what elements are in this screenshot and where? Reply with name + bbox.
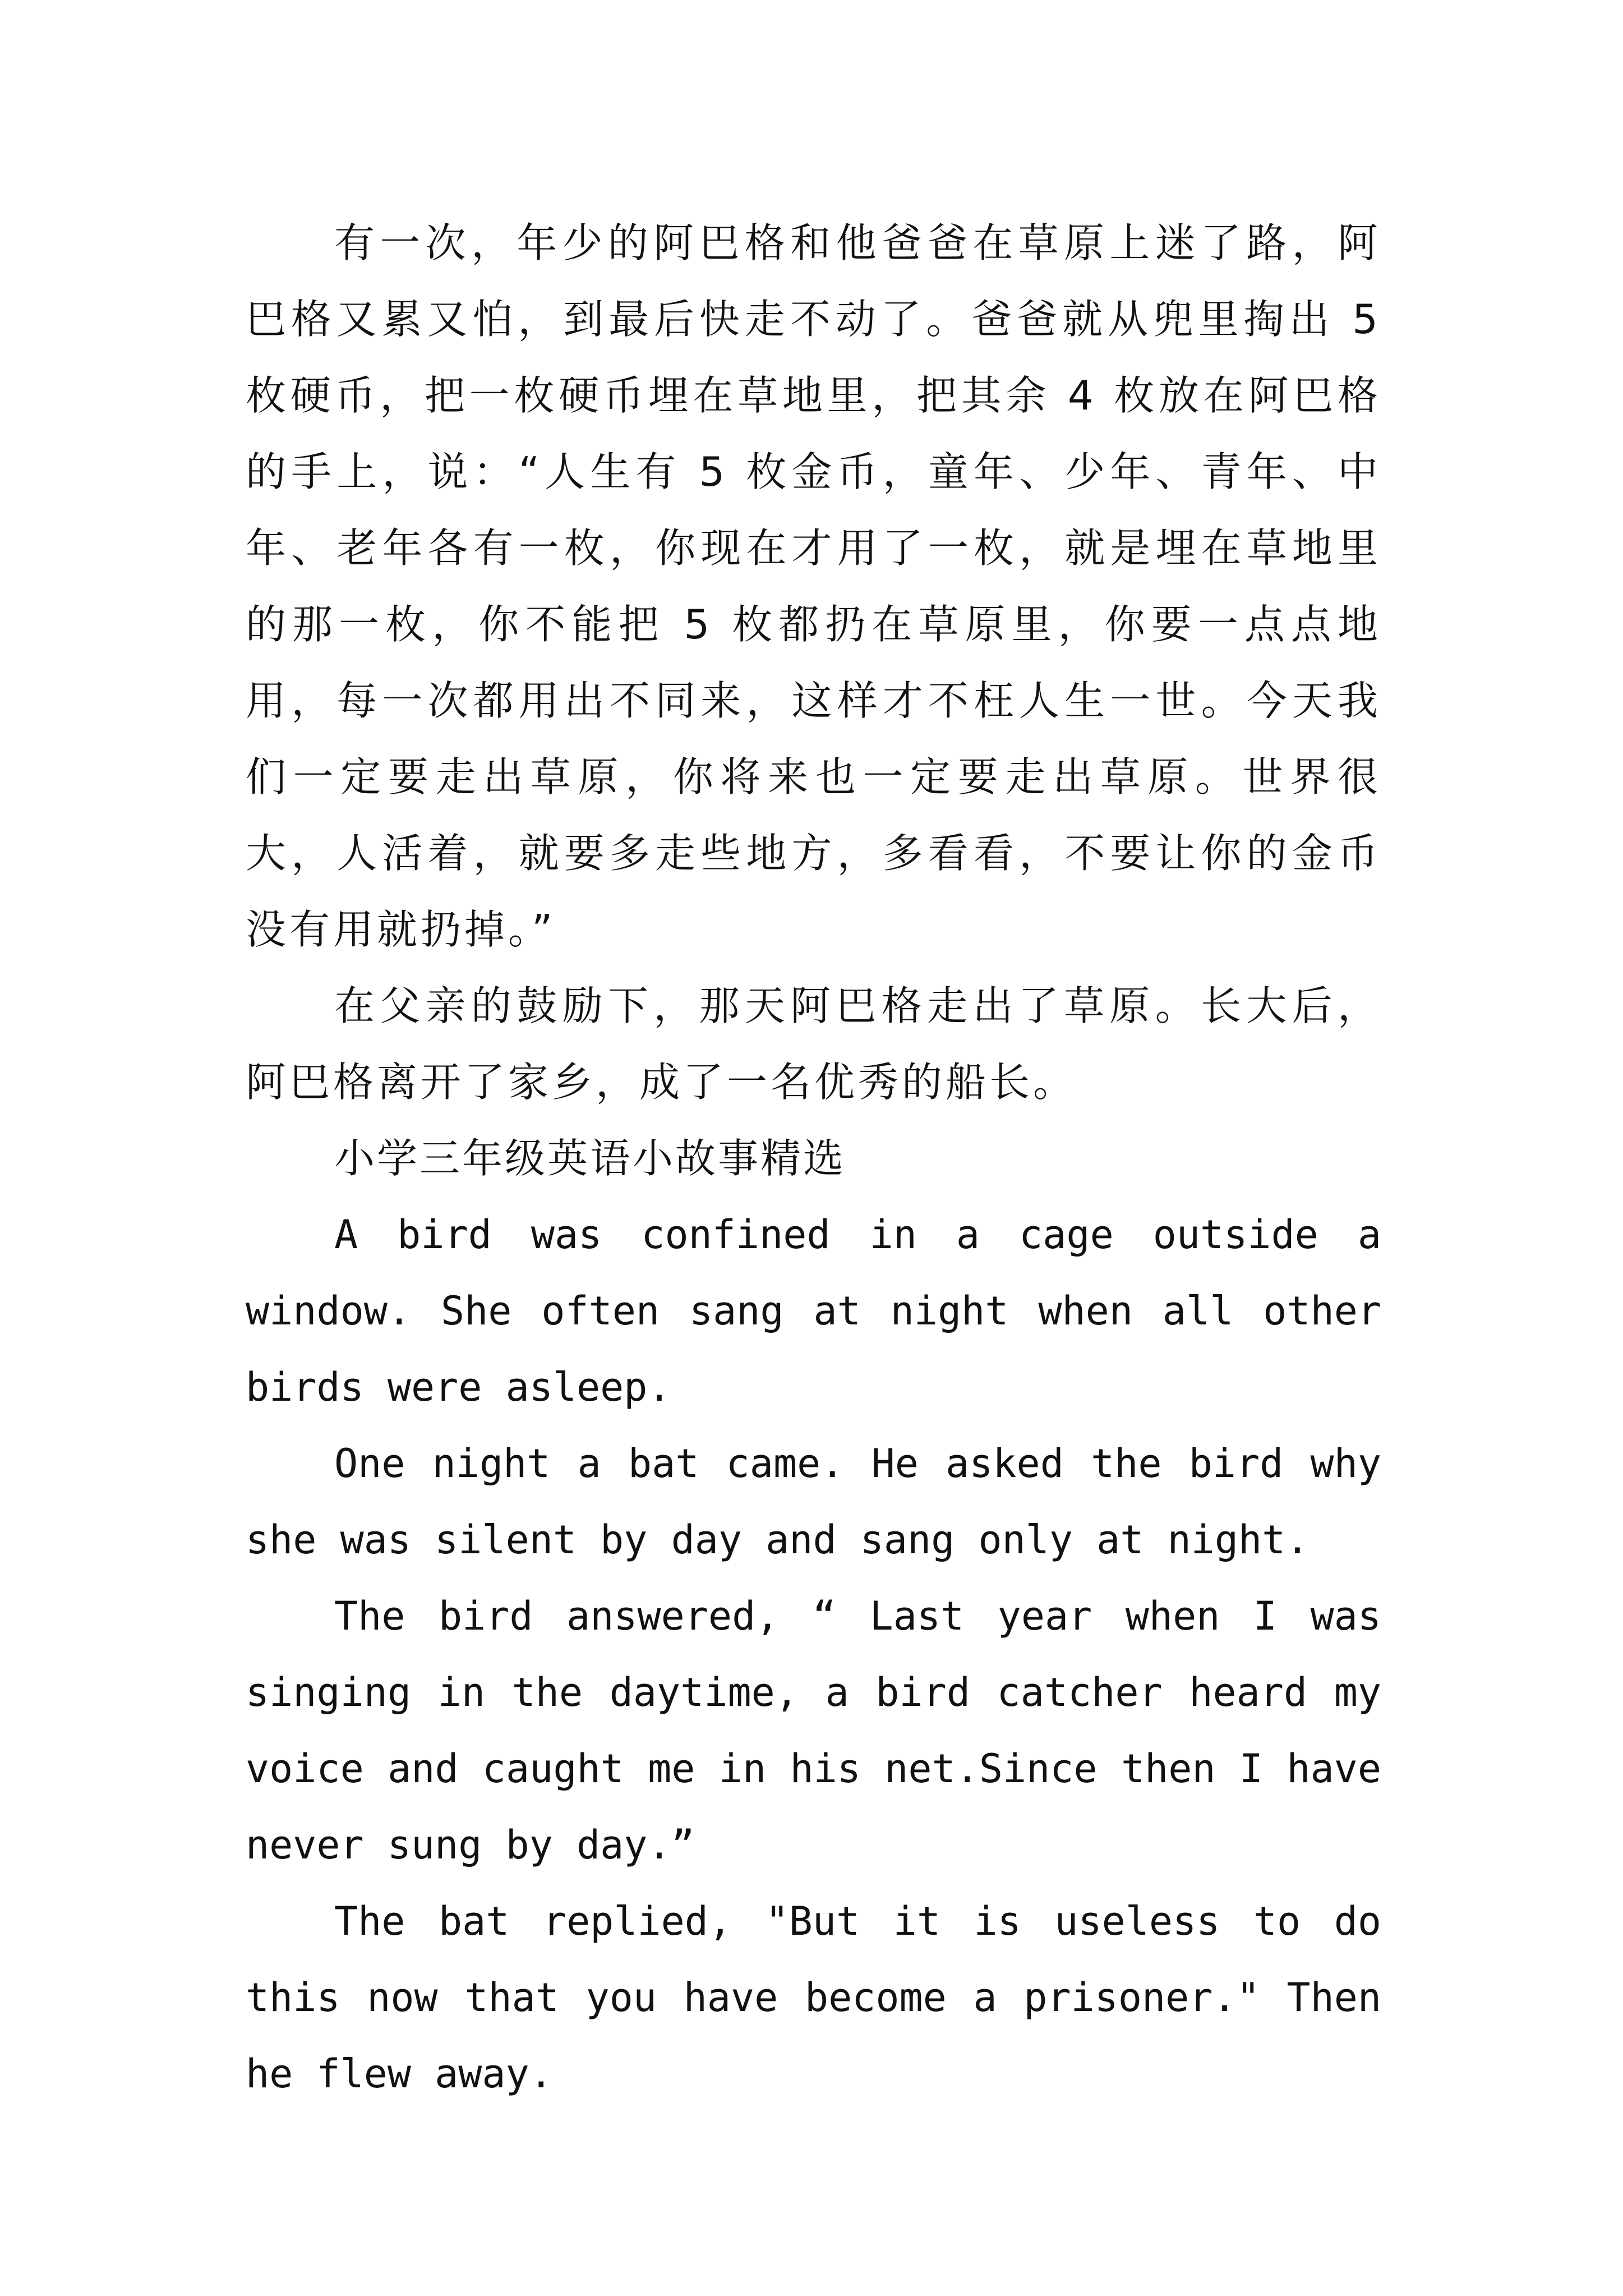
en-paragraph-1: A bird was confined in a cage outside a window. She often sang at night when all other birds were asleep. — [246, 1212, 1381, 1410]
en-paragraph-4: The bat replied, "But it is useless to do this now that you have become a prisoner." Then he flew away. — [246, 1898, 1381, 2097]
cn-paragraph-1: 有一次，年少的阿巴格和他爸爸在草原上迷了路，阿巴格又累又怕，到最后快走不动了。爸爸就从兜里掏出 5 枚硬币，把一枚硬币埋在草地里，把其余 4 枚放在阿巴格的手上，说：“人生有 5 枚金币，童年、少年、青年、中年、老年各有一枚，你现在才用了一枚，就是埋在草地里的那一枚，你不能把 5 枚都扔在草原里，你要一点点地用，每一次都用出不同来，这样才不枉人生一世。今天我们一定要走出草原，你将来也一定要走出草原。世界很大，人活着，就要多走些地方，多看看，不要让你的金币没有用就扔掉。” — [246, 219, 1381, 953]
document-body — [246, 205, 1381, 2112]
en-paragraph-2: One night a bat came. He asked the bird why she was silent by day and sang only at night. — [246, 1441, 1381, 1563]
section-heading: 小学三年级英语小故事精选 — [334, 1135, 846, 1182]
cn-paragraph-2: 在父亲的鼓励下，那天阿巴格走出了草原。长大后，阿巴格离开了家乡，成了一名优秀的船长。 — [246, 982, 1381, 1106]
en-paragraph-3: The bird answered, “ Last year when I was singing in the daytime, a bird catcher heard my voice and caught me in his net.Since then I have never sung by day.” — [246, 1593, 1381, 1868]
